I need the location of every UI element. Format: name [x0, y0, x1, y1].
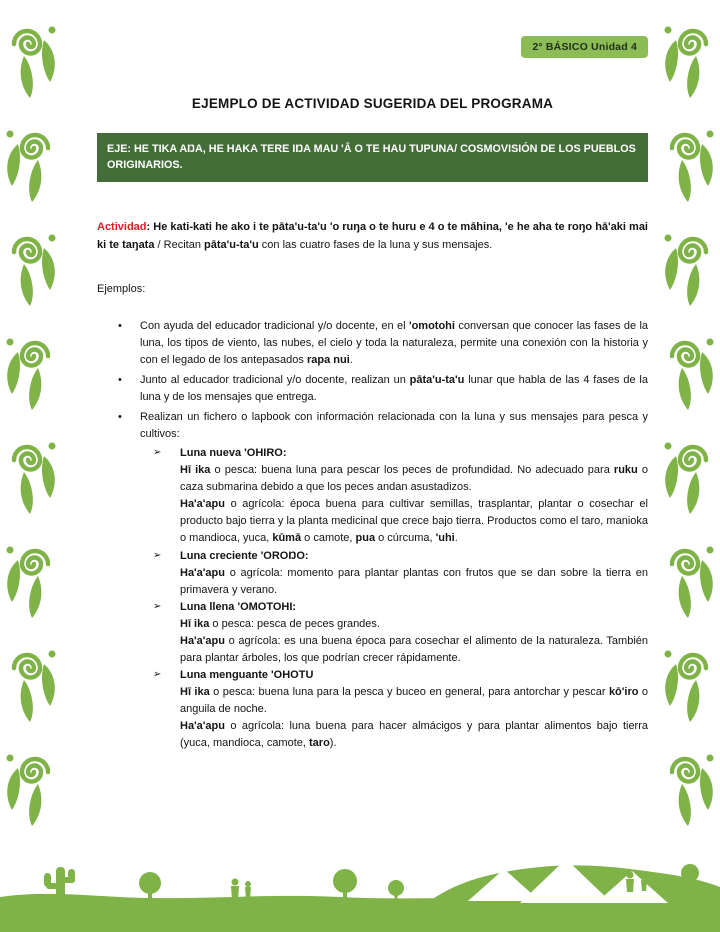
moon-phase-text: Hī ika o pesca: buena luna para la pesca y buceo en general, para antorchar y pescar kō'iro o anguila de noche. — [180, 685, 649, 715]
bullet-icon: • — [118, 319, 122, 332]
badge-row — [97, 36, 648, 58]
examples-list — [97, 318, 648, 752]
moon-phase-text: Hī ika o pesca: buena luna para pescar los peces de profundidad. No adecuado para ruku o caza submarina debido a que los peces andan asustadizos. — [180, 464, 648, 494]
moon-phase-text: Ha'a'apu o agrícola: momento para plantar plantas con frutos que se dan sobre la tierra en primavera y verano. — [180, 566, 648, 596]
left-border-ornament — [0, 22, 62, 850]
moon-phases-list — [140, 445, 648, 752]
moon-phase-text: Hī ika o pesca: pesca de peces grandes. — [180, 617, 380, 630]
arrow-bullet-icon: ➢ — [153, 600, 162, 612]
list-item — [97, 409, 648, 752]
moon-phase-text: Ha'a'apu o agrícola: es una buena época para cosechar el alimento de la naturaleza. También para plantar árboles, los que podrían crecer rápidamente. — [180, 634, 648, 664]
page-content — [97, 0, 648, 755]
moon-phase-title: Luna menguante 'OHOTU — [180, 668, 314, 681]
list-item-text: Junto al educador tradicional y/o docente, realizan un pāta'u-ta'u lunar que habla de las 4 fases de la luna y de los mensajes que entrega. — [140, 374, 648, 404]
moon-phase-title: Luna creciente 'OROŊO: — [180, 549, 309, 562]
moon-phase-title: Luna nueva 'OHIRO: — [180, 447, 287, 460]
moon-phase-item — [140, 599, 648, 667]
bullet-icon: • — [118, 374, 122, 387]
list-item-text: Realizan un fichero o lapbook con información relacionada con la luna y sus mensajes para pesca y cultivos: — [140, 411, 648, 441]
eje-banner: EJE: HE TIKA AŊA, HE HAKA TERE IŊA MAU 'Ā O TE HAU TUPUNA/ COSMOVISIÓN DE LOS PUEBLOS ORIGINARIOS. — [97, 133, 648, 181]
moon-phase-title: Luna llena 'OMOTOHI: — [180, 600, 297, 613]
list-item — [97, 372, 648, 406]
right-border-ornament — [658, 22, 720, 850]
list-item-text: Con ayuda del educador tradicional y/o docente, en el 'omotohi conversan que conocer las fases de la luna, los tipos de viento, las nubes, el cielo y toda la naturaleza, permite una conexión con la historia y con el legado de los antepasados rapa nui. — [140, 319, 649, 366]
unit-badge: 2° BÁSICO Unidad 4 — [521, 36, 648, 58]
examples-label: Ejemplos: — [97, 282, 146, 295]
activity-description: Actividad: He kati-kati he ako i te pāta'u-ta'u 'o ruŋa o te huru e 4 o te māhina, 'e he aha te roŋo hā'aki mai ki te taŋata / Recitan pāta'u-ta'u con las cuatro fases de la luna y sus mensajes. — [97, 220, 648, 251]
moon-phase-item — [140, 445, 648, 547]
moon-phase-text: Ha'a'apu o agrícola: luna buena para hacer almácigos y para plantar alimentos bajo tierra (yuca, mandioca, camote, taro). — [180, 719, 648, 750]
moon-phase-item — [140, 667, 648, 752]
bottom-landscape-illustration — [0, 837, 720, 932]
moon-phase-item — [140, 548, 648, 599]
page-title: EJEMPLO DE ACTIVIDAD SUGERIDA DEL PROGRAMA — [191, 96, 554, 112]
arrow-bullet-icon: ➢ — [153, 549, 162, 561]
moon-phase-text: Ha'a'apu o agrícola: época buena para cultivar semillas, trasplantar, plantar o cosechar el producto bajo tierra y la planta medicinal que crece bajo tierra. Productos como el taro, manioka o mandioca, yuca, kūmā o camote, pua o cúrcuma, 'uhi. — [180, 498, 648, 545]
arrow-bullet-icon: ➢ — [153, 447, 162, 459]
bullet-icon: • — [118, 411, 122, 424]
arrow-bullet-icon: ➢ — [153, 668, 162, 680]
list-item — [97, 318, 648, 369]
